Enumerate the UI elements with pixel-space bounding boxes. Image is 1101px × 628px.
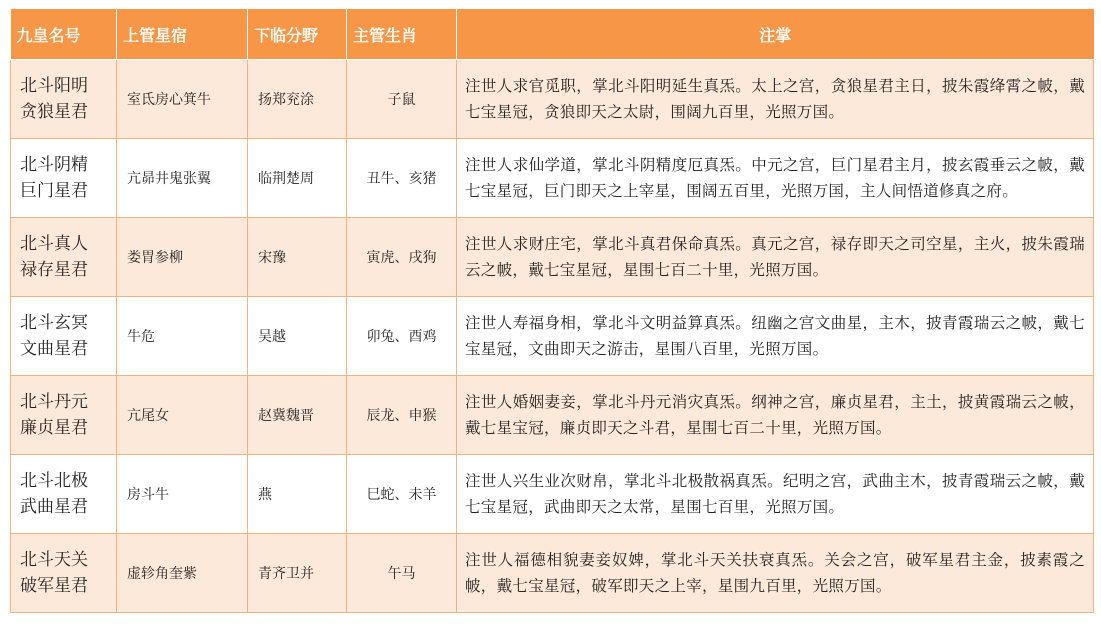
cell-regions: 临荆楚周: [248, 139, 347, 218]
cell-zodiac: 卯兔、酉鸡: [347, 297, 457, 376]
table-body: [11, 60, 1094, 613]
cell-name: 北斗真人 禄存星君: [11, 218, 117, 297]
star-lords-table: [10, 9, 1094, 613]
cell-name: 北斗天关 破军星君: [11, 534, 117, 613]
cell-stars: 娄胃参柳: [117, 218, 248, 297]
cell-stars: 房斗牛: [117, 455, 248, 534]
table-row: [11, 297, 1094, 376]
table-row: [11, 60, 1094, 139]
cell-name: 北斗丹元 廉贞星君: [11, 376, 117, 455]
table-row: [11, 218, 1094, 297]
table-row: [11, 376, 1094, 455]
cell-stars: 虚轸角奎紫: [117, 534, 248, 613]
header-regions: 下临分野: [248, 9, 347, 60]
header-stars: 上管星宿: [117, 9, 248, 60]
table-row: [11, 455, 1094, 534]
table-row: [11, 534, 1094, 613]
cell-note: 注世人兴生业次财帛，掌北斗北极散祸真炁。纪明之宫，武曲主木，披青霞瑞云之帔，戴七宝星冠，武曲即天之太常，星围七百里，光照万国。: [457, 455, 1094, 534]
cell-note: 注世人求官觅职，掌北斗阳明延生真炁。太上之宫，贪狼星君主日，披朱霞绛霄之帔，戴七宝星冠，贪狼即天之太尉，围阔九百里，光照万国。: [457, 60, 1094, 139]
cell-zodiac: 丑牛、亥猪: [347, 139, 457, 218]
cell-note: 注世人求仙学道，掌北斗阴精度厄真炁。中元之宫，巨门星君主月，披玄霞垂云之帔，戴七宝星冠，巨门即天之上宰星，围阔五百里，光照万国，主人间悟道修真之府。: [457, 139, 1094, 218]
cell-name: 北斗阴精 巨门星君: [11, 139, 117, 218]
table-header: [11, 9, 1094, 60]
cell-regions: 青齐卫并: [248, 534, 347, 613]
table-row: [11, 139, 1094, 218]
cell-zodiac: 巳蛇、未羊: [347, 455, 457, 534]
cell-stars: 亢尾女: [117, 376, 248, 455]
cell-regions: 燕: [248, 455, 347, 534]
cell-stars: 室氐房心箕牛: [117, 60, 248, 139]
cell-stars: 亢昴井鬼张翼: [117, 139, 248, 218]
header-note: 注掌: [457, 9, 1094, 60]
cell-regions: 赵冀魏晋: [248, 376, 347, 455]
cell-regions: 扬郑兖涂: [248, 60, 347, 139]
cell-stars: 牛危: [117, 297, 248, 376]
header-row: [11, 9, 1094, 60]
cell-zodiac: 子鼠: [347, 60, 457, 139]
star-lords-table-container: [10, 9, 1093, 613]
header-name: 九皇名号: [11, 9, 117, 60]
cell-name: 北斗北极 武曲星君: [11, 455, 117, 534]
cell-name: 北斗阳明 贪狼星君: [11, 60, 117, 139]
cell-zodiac: 寅虎、戌狗: [347, 218, 457, 297]
cell-note: 注世人寿福身相，掌北斗文明益算真炁。纽幽之宫文曲星，主木，披青霞瑞云之帔，戴七宝星冠，文曲即天之游击，星围八百里，光照万国。: [457, 297, 1094, 376]
cell-zodiac: 辰龙、申猴: [347, 376, 457, 455]
cell-regions: 宋豫: [248, 218, 347, 297]
cell-zodiac: 午马: [347, 534, 457, 613]
cell-name: 北斗玄冥 文曲星君: [11, 297, 117, 376]
cell-regions: 吴越: [248, 297, 347, 376]
header-zodiac: 主管生肖: [347, 9, 457, 60]
cell-note: 注世人婚姻妻妾，掌北斗丹元消灾真炁。纲神之宫，廉贞星君，主土，披黄霞瑞云之帔，戴七星宝冠，廉贞即天之斗君，星围七百二十里，光照万国。: [457, 376, 1094, 455]
cell-note: 注世人福德相貌妻妾奴婢，掌北斗天关扶衰真炁。关会之宫，破军星君主金，披素霞之帔，戴七宝星冠，破军即天之上宰，星围九百里，光照万国。: [457, 534, 1094, 613]
cell-note: 注世人求财庄宅，掌北斗真君保命真炁。真元之宫，禄存即天之司空星，主火，披朱霞瑞云之帔，戴七宝星冠，星围七百二十里，光照万国。: [457, 218, 1094, 297]
